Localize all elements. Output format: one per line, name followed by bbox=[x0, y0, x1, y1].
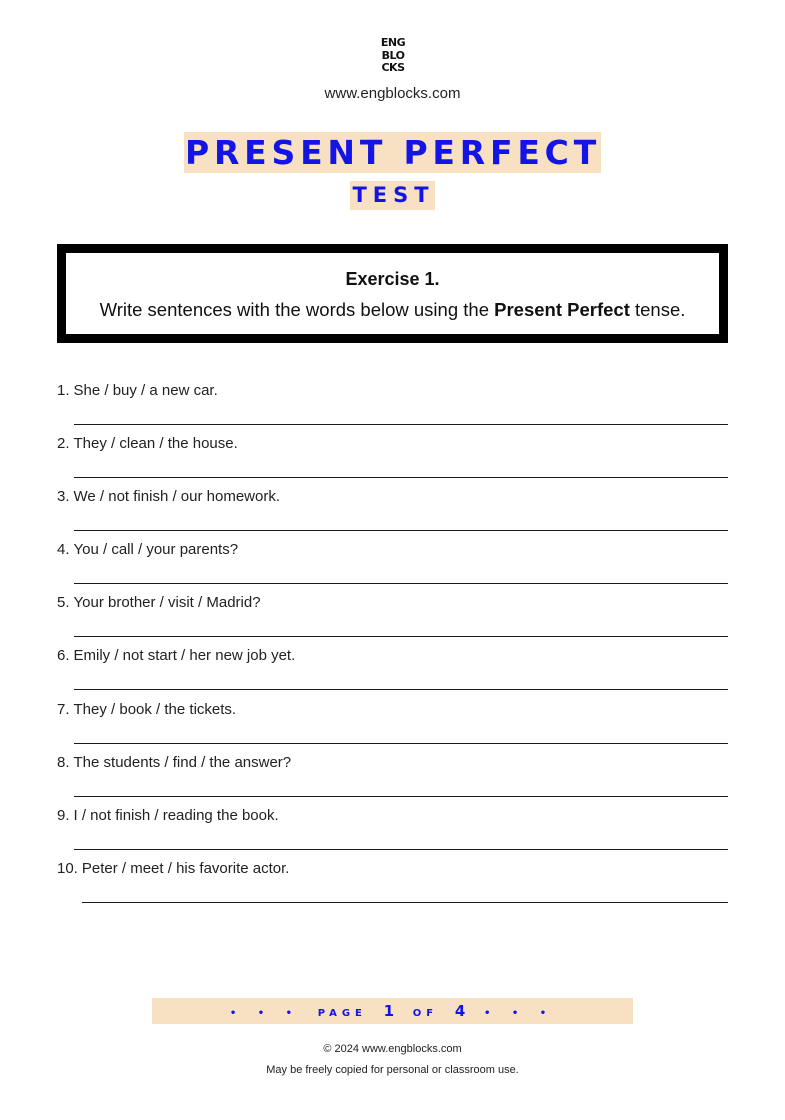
question-number: 4. bbox=[57, 541, 70, 559]
exercise-title: Exercise 1. bbox=[345, 269, 440, 289]
question-item bbox=[57, 754, 728, 807]
question-number: 7. bbox=[57, 700, 70, 718]
answer-line[interactable] bbox=[74, 530, 728, 531]
question-prompt: They / clean / the house. bbox=[73, 435, 238, 453]
page-current: 1 bbox=[383, 1002, 397, 1020]
footer-usage-note: May be freely copied for personal or classroom use. bbox=[266, 1064, 519, 1076]
question-number: 6. bbox=[57, 647, 70, 665]
page-dots-right: • • • bbox=[484, 1008, 556, 1019]
question-prompt: We / not finish / our homework. bbox=[73, 488, 280, 506]
footer-copyright: © 2024 www.engblocks.com bbox=[323, 1043, 462, 1055]
page-of-word: OF bbox=[412, 1008, 439, 1019]
page-title: PRESENT PERFECT bbox=[184, 133, 602, 172]
answer-line[interactable] bbox=[74, 743, 728, 744]
answer-line[interactable] bbox=[74, 477, 728, 478]
question-item bbox=[57, 488, 728, 541]
logo-line: CKS bbox=[381, 61, 405, 74]
question-prompt: Emily / not start / her new job yet. bbox=[73, 647, 296, 665]
question-number: 5. bbox=[57, 594, 70, 612]
answer-line[interactable] bbox=[74, 583, 728, 584]
question-item bbox=[57, 807, 728, 860]
question-prompt: You / call / your parents? bbox=[73, 541, 239, 559]
question-number: 8. bbox=[57, 753, 70, 771]
page-total: 4 bbox=[454, 1002, 468, 1020]
answer-line[interactable] bbox=[74, 796, 728, 797]
answer-line[interactable] bbox=[74, 689, 728, 690]
answer-line[interactable] bbox=[74, 636, 728, 637]
engblocks-logo bbox=[376, 37, 410, 75]
page-word: PAGE bbox=[317, 1008, 367, 1019]
question-prompt: Your brother / visit / Madrid? bbox=[73, 594, 261, 612]
question-number: 9. bbox=[57, 806, 70, 824]
page-indicator bbox=[152, 998, 633, 1024]
question-prompt: Peter / meet / his favorite actor. bbox=[81, 859, 290, 877]
question-item bbox=[57, 647, 728, 700]
instruction-text: Write sentences with the words below using the bbox=[99, 299, 495, 320]
instruction-text-end: tense. bbox=[629, 299, 686, 320]
exercise-instructions-box bbox=[57, 244, 728, 343]
question-item bbox=[57, 541, 728, 594]
question-number: 10. bbox=[57, 859, 78, 877]
question-number: 1. bbox=[57, 382, 70, 399]
question-number: 2. bbox=[57, 435, 70, 453]
question-item bbox=[57, 594, 728, 647]
logo-line: ENG bbox=[380, 36, 406, 49]
question-prompt: They / book / the tickets. bbox=[73, 700, 237, 718]
question-prompt: I / not finish / reading the book. bbox=[73, 806, 279, 824]
question-prompt: She / buy / a new car. bbox=[73, 382, 218, 399]
question-item bbox=[57, 860, 728, 913]
instruction-tense: Present Perfect bbox=[494, 299, 630, 320]
question-item bbox=[57, 435, 728, 488]
question-list bbox=[57, 382, 728, 913]
question-number: 3. bbox=[57, 488, 70, 506]
question-item bbox=[57, 701, 728, 754]
answer-line[interactable] bbox=[74, 849, 728, 850]
question-prompt: The students / find / the answer? bbox=[73, 753, 292, 771]
exercise-instruction bbox=[66, 299, 719, 321]
site-url[interactable]: www.engblocks.com bbox=[324, 85, 461, 102]
logo-line: BLO bbox=[381, 48, 405, 62]
question-item bbox=[57, 382, 728, 435]
answer-line[interactable] bbox=[82, 902, 728, 903]
page-dots-left: • • • bbox=[229, 1008, 301, 1019]
page-subtitle: TEST bbox=[350, 181, 434, 210]
answer-line[interactable] bbox=[74, 424, 728, 425]
